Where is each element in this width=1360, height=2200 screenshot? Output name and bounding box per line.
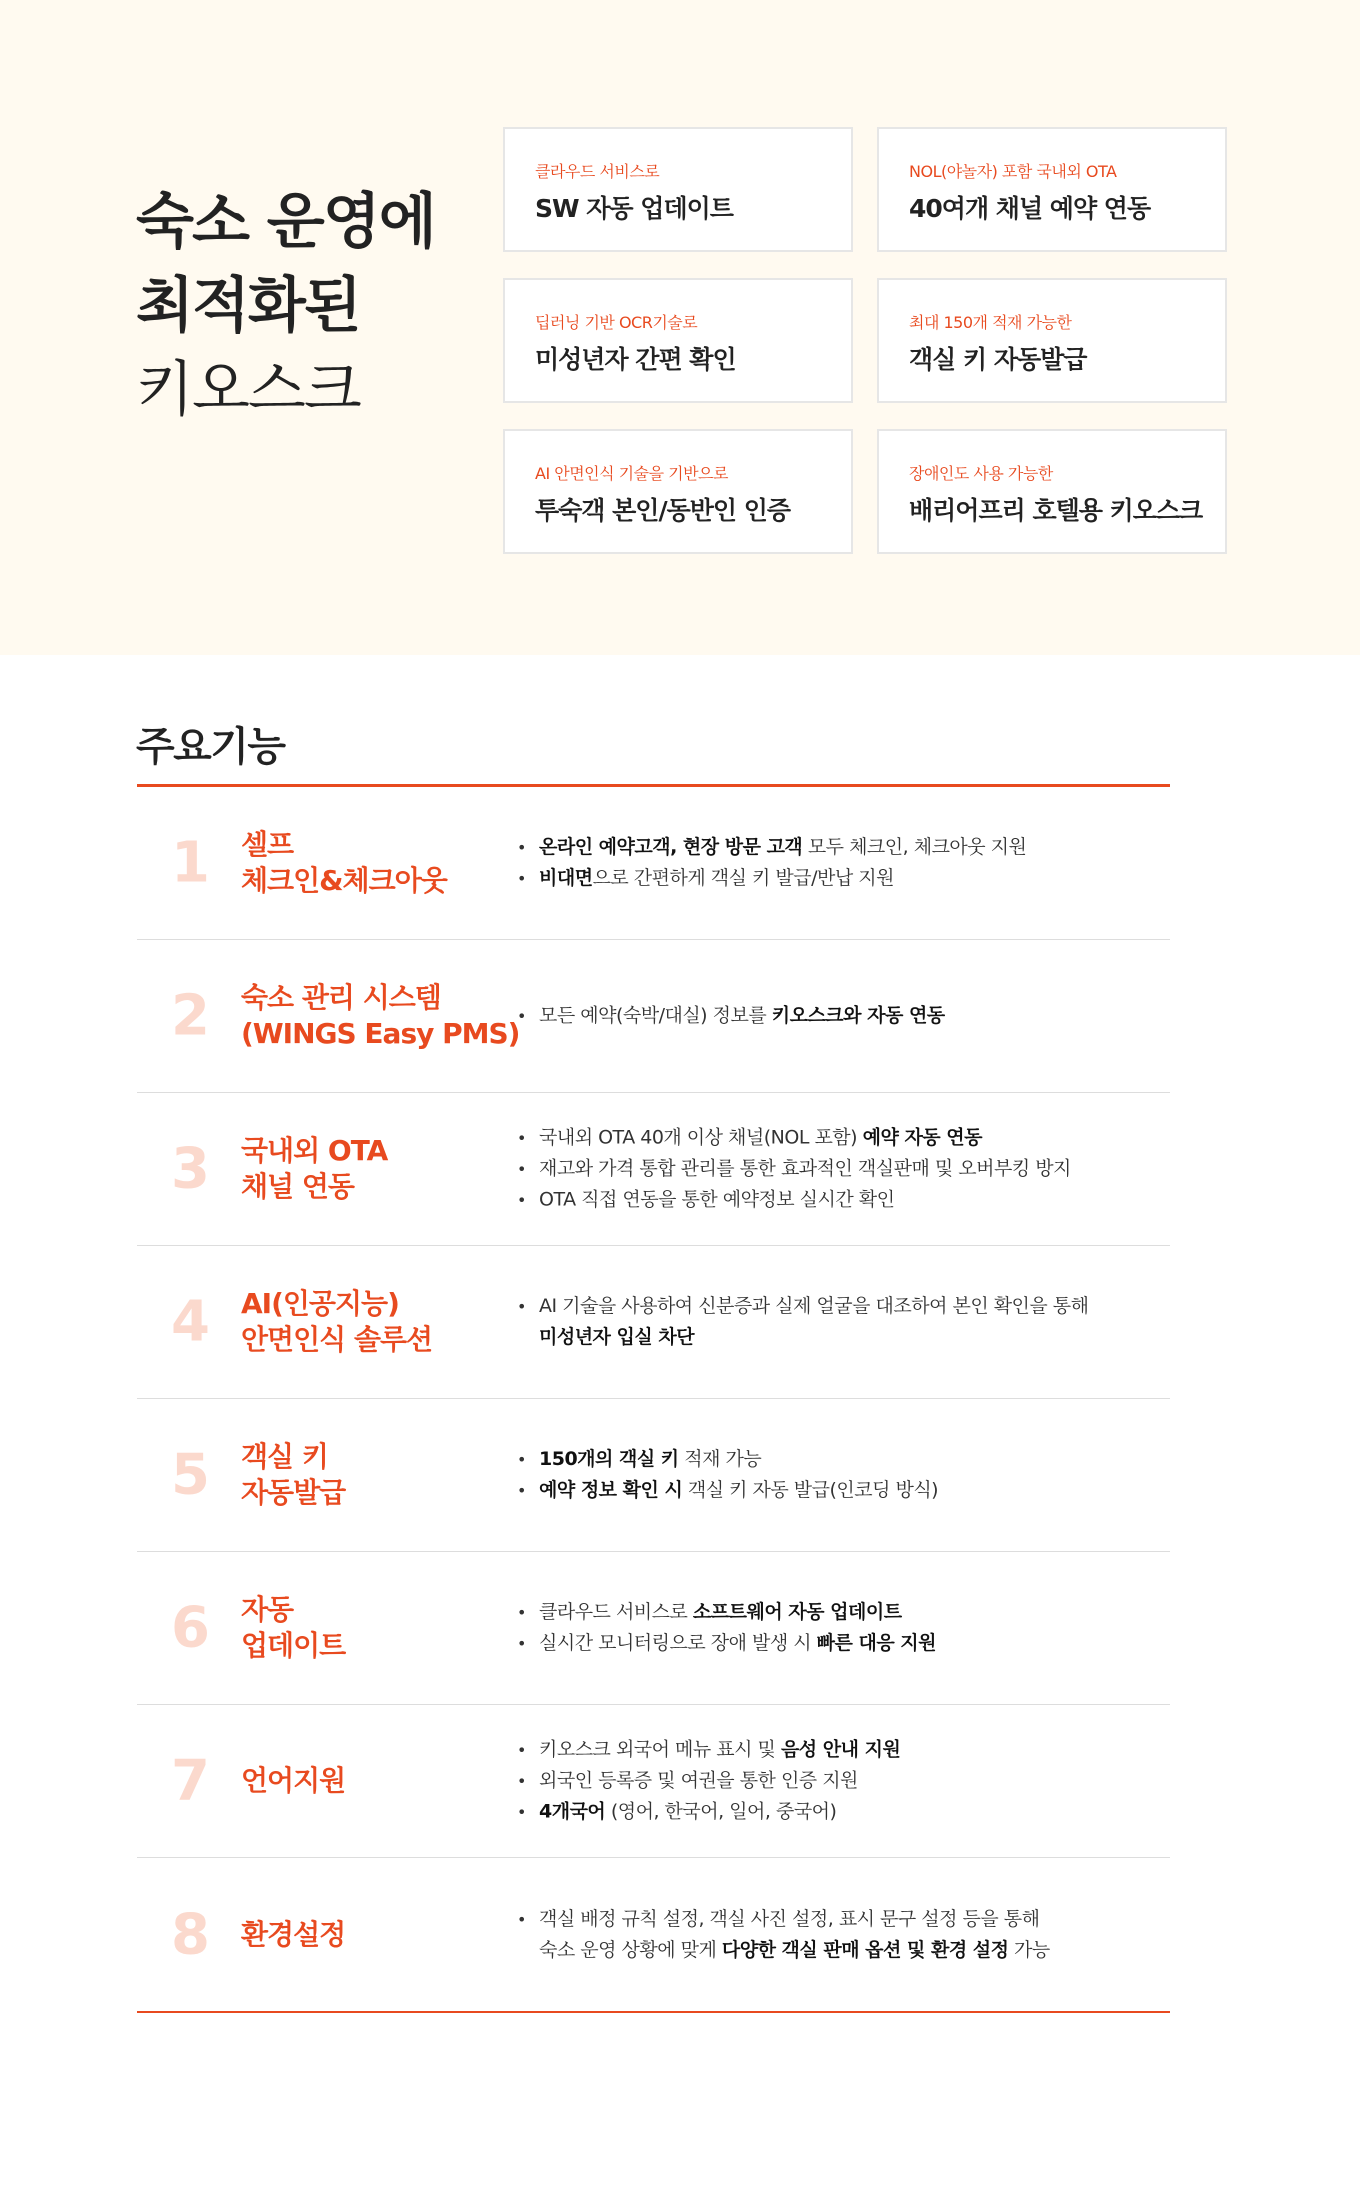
bullet-text: 모든 예약(숙박/대실) 정보를 [539,1004,772,1027]
feature-description [517,1123,1157,1216]
feature-bullet [517,1444,1157,1475]
bullet-text: AI 기술을 사용하여 신분증과 실제 얼굴을 대조하여 본인 확인을 통해 [539,1295,1089,1317]
feature-title-line: 셀프 [241,828,294,861]
feature-card [503,127,853,252]
feature-title-line: 자동 [241,1593,294,1626]
feature-title-line: 체크인&체크아웃 [241,864,447,897]
bullet-text: (영어, 한국어, 일어, 중국어) [605,1800,837,1823]
card-subtitle: 딥러닝 기반 OCR기술로 [535,313,698,332]
bullet-text: 클라우드 서비스로 [539,1601,693,1623]
feature-title-line: 숙소 관리 시스템 [241,981,441,1014]
feature-title [241,980,519,1052]
feature-title-line: 채널 연동 [241,1170,354,1203]
card-title: 객실 키 자동발급 [909,345,1087,374]
feature-row [137,787,1170,940]
feature-title-line: AI(인공지능) [241,1287,399,1320]
feature-title-line: 객실 키 [241,1440,328,1473]
feature-title-line: 자동발급 [241,1476,346,1509]
feature-number: 2 [171,983,210,1049]
bullet-text-strong: 빠른 대응 지원 [816,1632,937,1654]
card-title: 미성년자 간편 확인 [535,345,736,374]
card-subtitle: 최대 150개 적재 가능한 [909,313,1072,332]
feature-title-line: (WINGS Easy PMS) [241,1017,520,1050]
feature-bullet [517,863,1157,894]
feature-bullet [517,1797,1157,1828]
feature-bullet [517,1628,1157,1659]
feature-title [241,827,447,899]
feature-title [241,1439,345,1511]
feature-bullet [517,1291,1157,1353]
feature-description [517,1291,1157,1353]
bullet-text: 객실 키 자동 발급(인코딩 방식) [682,1479,939,1501]
card-title: 40여개 채널 예약 연동 [909,194,1151,223]
feature-bullet [517,1123,1157,1154]
feature-row [137,940,1170,1093]
bullet-text: 실시간 모니터링으로 장애 발생 시 [539,1632,817,1654]
feature-title [241,1592,345,1664]
card-title: 배리어프리 호텔용 키오스크 [909,496,1203,525]
bullet-text: 적재 가능 [678,1448,762,1470]
hero-title-line2: 최적화된 [136,271,360,341]
feature-number: 6 [171,1595,210,1661]
card-subtitle: 클라우드 서비스로 [535,162,660,181]
bullet-text-strong: 4개국어 [539,1800,606,1823]
features-heading: 주요기능 [136,724,285,770]
feature-card [877,127,1227,252]
bullet-text: OTA 직접 연동을 통한 예약정보 실시간 확인 [539,1188,895,1211]
feature-bullet [517,1766,1157,1797]
feature-number: 5 [171,1442,210,1508]
feature-list [137,787,1170,2013]
feature-number: 4 [171,1289,210,1355]
feature-row [137,1399,1170,1552]
card-title: SW 자동 업데이트 [535,194,733,223]
feature-row [137,1858,1170,2013]
feature-title-line: 업데이트 [241,1629,346,1662]
feature-title-line: 안면인식 솔루션 [241,1323,433,1356]
hero-title-line3: 키오스크 [136,355,360,425]
card-subtitle: AI 안면인식 기술을 기반으로 [535,464,728,483]
bullet-text-strong: 비대면 [539,867,593,889]
bullet-text: 모두 체크인, 체크아웃 지원 [802,836,1027,858]
card-subtitle: 장애인도 사용 가능한 [909,464,1053,483]
bullet-text: 객실 배정 규칙 설정, 객실 사진 설정, 표시 문구 설정 등을 통해 [539,1907,1040,1930]
bullet-text-strong: 다양한 객실 판매 옵션 및 환경 설정 [721,1938,1009,1961]
feature-description [517,1444,1157,1506]
feature-card [877,429,1227,554]
feature-row [137,1552,1170,1705]
feature-title [241,1286,432,1358]
bullet-text: 재고와 가격 통합 관리를 통한 효과적인 객실판매 및 오버부킹 방지 [539,1157,1071,1180]
feature-number: 3 [171,1136,210,1202]
feature-title-line: 언어지원 [241,1764,346,1797]
feature-card [877,278,1227,403]
feature-number: 1 [171,830,210,896]
feature-bullet [517,1185,1157,1216]
bullet-text: 가능 [1008,1938,1050,1961]
feature-bullet [517,1735,1157,1766]
feature-row [137,1705,1170,1858]
bullet-text: 숙소 운영 상황에 맞게 [539,1938,722,1961]
feature-description [517,1735,1157,1828]
bullet-text-strong: 예약 자동 연동 [862,1126,982,1149]
feature-description [517,1904,1157,1966]
feature-description [517,832,1157,894]
feature-title-line: 환경설정 [241,1917,346,1951]
feature-bullet [517,1904,1157,1966]
feature-title [241,1917,345,1953]
feature-bullet [517,832,1157,863]
feature-number: 7 [171,1748,210,1814]
feature-title [241,1763,345,1799]
feature-number: 8 [171,1902,210,1967]
card-subtitle: NOL(야놀자) 포함 국내외 OTA [909,162,1117,181]
bullet-text-strong: 예약 정보 확인 시 [539,1479,683,1501]
bullet-text: 외국인 등록증 및 여권을 통한 인증 지원 [539,1769,858,1792]
bullet-text-strong: 키오스크와 자동 연동 [771,1004,945,1027]
bullet-text: 키오스크 외국어 메뉴 표시 및 [539,1738,781,1761]
feature-description [517,1597,1157,1659]
hero-title [136,180,435,432]
feature-bullet [517,1154,1157,1185]
feature-bullet [517,1597,1157,1628]
bullet-text-strong: 온라인 예약고객, 현장 방문 고객 [539,836,803,858]
feature-card [503,429,853,554]
feature-card [503,278,853,403]
feature-row [137,1093,1170,1246]
feature-title-line: 국내외 OTA [241,1134,388,1167]
card-title: 투숙객 본인/동반인 인증 [535,496,791,525]
bullet-text-strong: 음성 안내 지원 [780,1738,901,1761]
bullet-text: 국내외 OTA 40개 이상 채널(NOL 포함) [539,1126,863,1149]
feature-bullet [517,1001,1157,1032]
bullet-text-strong: 소프트웨어 자동 업데이트 [692,1601,902,1623]
bullet-text: 으로 간편하게 객실 키 발급/반납 지원 [592,867,894,889]
bullet-text-strong: 150개의 객실 키 [539,1448,679,1470]
feature-title [241,1133,387,1205]
bullet-text-strong: 미성년자 입실 차단 [539,1326,695,1348]
hero-title-line1: 숙소 운영에 [136,187,435,257]
feature-description [517,1001,1157,1032]
feature-bullet [517,1475,1157,1506]
feature-row [137,1246,1170,1399]
hero-section [0,0,1360,655]
